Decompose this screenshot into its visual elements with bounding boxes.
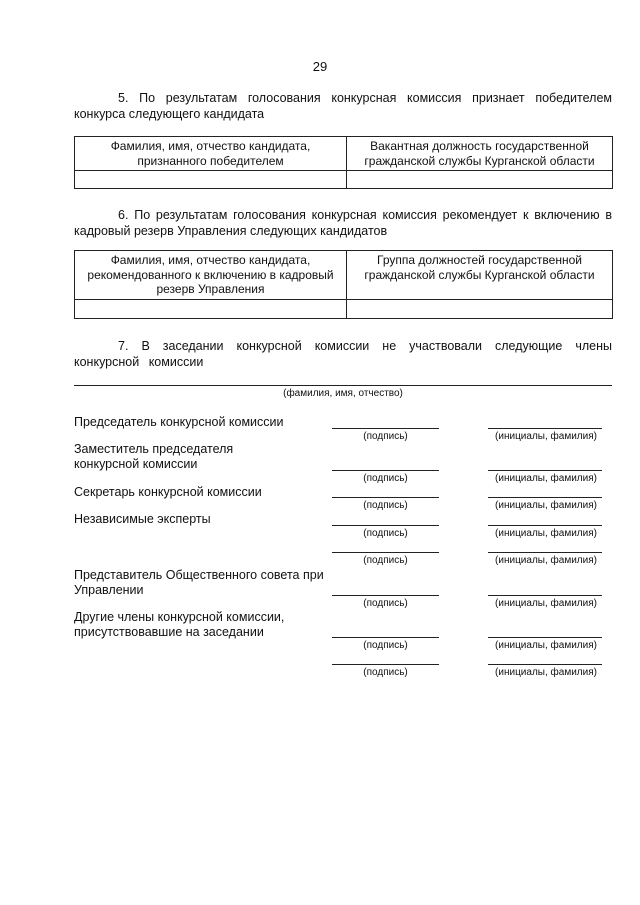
section-5-text: По результатам голосования конкурсная комиссия признает победителем конкурса следующего кандидата <box>74 91 612 121</box>
winner-table <box>74 136 613 189</box>
initials-caption: (инициалы, фамилия) <box>495 667 597 678</box>
section-6-number: 6. <box>118 208 129 222</box>
signature-caption: (подпись) <box>363 555 408 566</box>
winner-table-header-position: Вакантная должность государственной гражданской службы Курганской области <box>347 137 613 171</box>
signature-caption: (подпись) <box>363 500 408 511</box>
signature-line <box>332 637 439 638</box>
signature-caption: (подпись) <box>363 431 408 442</box>
initials-line <box>488 525 602 526</box>
role-other-members: Другие члены конкурсной комиссии, присутствовавшие на заседании <box>74 610 285 639</box>
page-number: 29 <box>312 59 328 74</box>
initials-caption: (инициалы, фамилия) <box>495 500 597 511</box>
reserve-table-cell-name <box>75 299 347 318</box>
signature-caption: (подпись) <box>363 640 408 651</box>
signature-line <box>332 497 439 498</box>
winner-table-cell-name <box>75 171 347 189</box>
initials-caption: (инициалы, фамилия) <box>495 431 597 442</box>
signature-caption: (подпись) <box>363 473 408 484</box>
role-public-council-representative: Представитель Общественного совета при Управлении <box>74 568 324 597</box>
signature-line <box>332 552 439 553</box>
reserve-table-cell-group <box>347 299 613 318</box>
initials-line <box>488 637 602 638</box>
winner-table-cell-position <box>347 171 613 189</box>
initials-caption: (инициалы, фамилия) <box>495 598 597 609</box>
signature-line <box>332 428 439 429</box>
initials-caption: (инициалы, фамилия) <box>495 555 597 566</box>
section-5-number: 5. <box>118 91 129 105</box>
section-7-paragraph <box>74 338 612 370</box>
reserve-table-header-group: Группа должностей государственной гражданской службы Курганской области <box>347 251 613 300</box>
absent-members-caption: (фамилия, имя, отчество) <box>283 388 403 399</box>
signature-caption: (подпись) <box>363 667 408 678</box>
initials-caption: (инициалы, фамилия) <box>495 528 597 539</box>
initials-line <box>488 470 602 471</box>
signature-caption: (подпись) <box>363 528 408 539</box>
absent-members-line <box>74 385 612 386</box>
initials-line <box>488 664 602 665</box>
signature-line <box>332 664 439 665</box>
section-5-paragraph <box>74 90 612 122</box>
signature-line <box>332 525 439 526</box>
winner-table-header-name: Фамилия, имя, отчество кандидата, признанного победителем <box>75 137 347 171</box>
role-secretary: Секретарь конкурсной комиссии <box>74 485 262 499</box>
section-7-text: В заседании конкурсной комиссии не участвовали следующие члены конкурсной комиссии <box>74 339 612 369</box>
role-independent-experts: Независимые эксперты <box>74 512 211 526</box>
initials-line <box>488 552 602 553</box>
initials-line <box>488 595 602 596</box>
signature-caption: (подпись) <box>363 598 408 609</box>
role-deputy-chairman: Заместитель председателя конкурсной комиссии <box>74 442 234 471</box>
reserve-table <box>74 250 613 319</box>
signature-line <box>332 595 439 596</box>
reserve-table-header-name: Фамилия, имя, отчество кандидата, рекомендованного к включению в кадровый резерв Управления <box>75 251 347 300</box>
initials-caption: (инициалы, фамилия) <box>495 473 597 484</box>
initials-caption: (инициалы, фамилия) <box>495 640 597 651</box>
section-7-number: 7. <box>118 339 129 353</box>
signature-line <box>332 470 439 471</box>
initials-line <box>488 497 602 498</box>
section-6-text: По результатам голосования конкурсная комиссия рекомендует к включению в кадровый резерв Управления следующих кандидатов <box>74 208 612 238</box>
role-chairman: Председатель конкурсной комиссии <box>74 415 284 429</box>
initials-line <box>488 428 602 429</box>
section-6-paragraph <box>74 207 612 239</box>
